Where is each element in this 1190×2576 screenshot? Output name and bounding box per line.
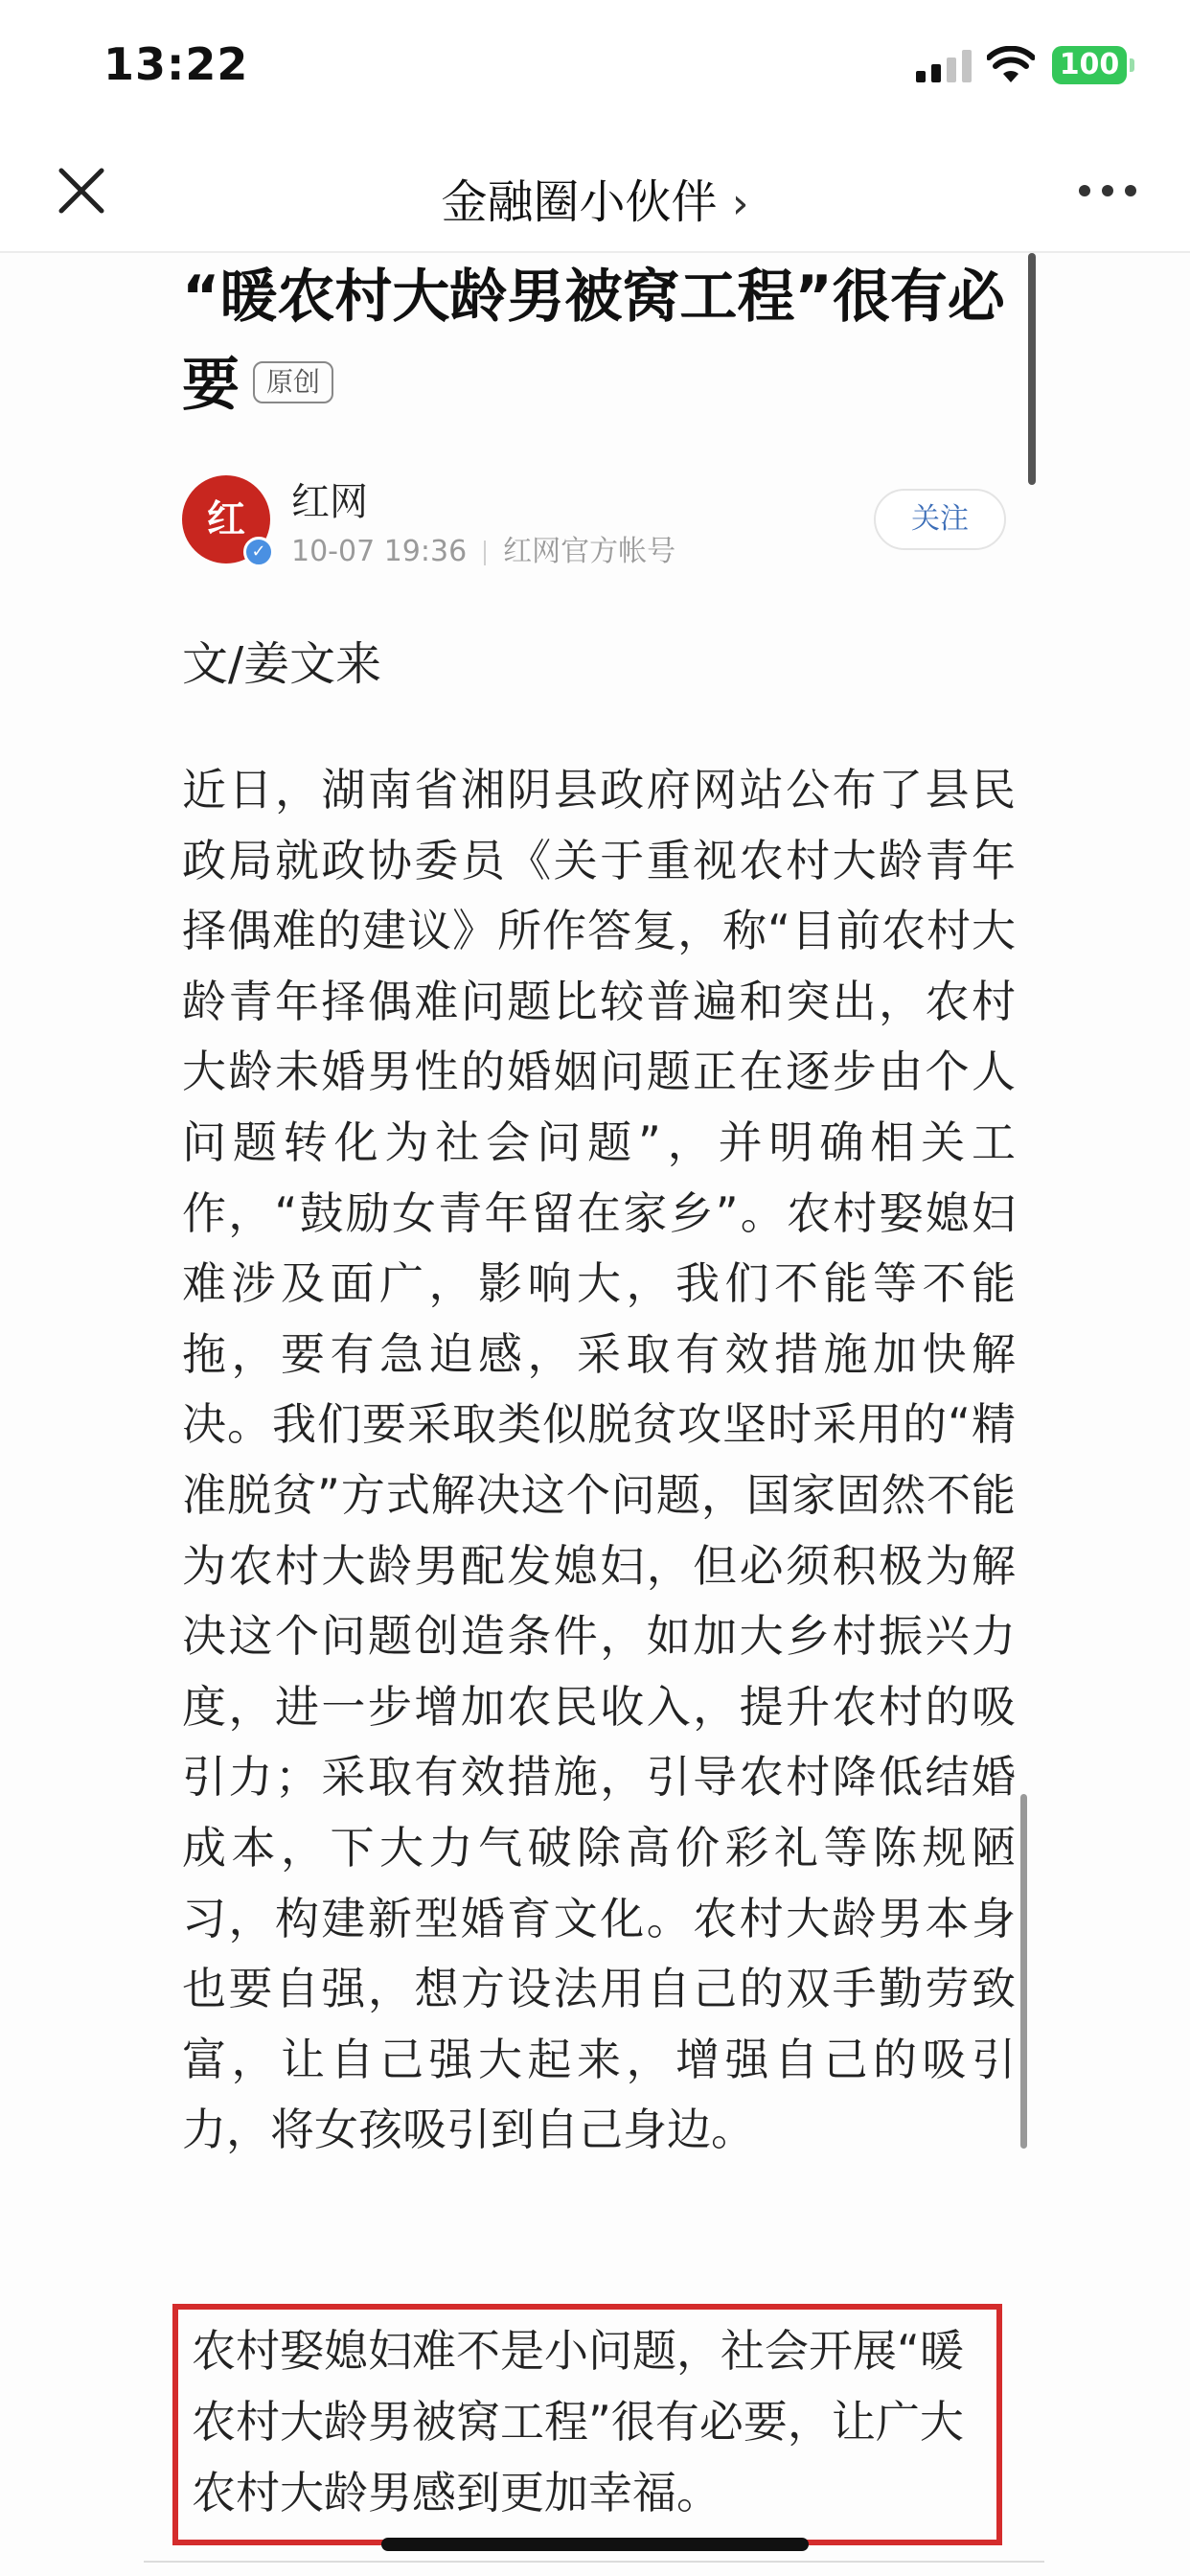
scrollbar (1020, 1794, 1027, 2149)
highlight-text: 农村娶媳妇难不是小问题，社会开展“暖农村大龄男被窝工程”很有必要，让广大农村大龄男感到更加幸福。 (192, 2325, 964, 2518)
follow-button[interactable]: 关注 (874, 489, 1006, 550)
original-badge: 原创 (253, 361, 333, 403)
chevron-right-icon: › (731, 179, 749, 228)
signal-icon (916, 50, 973, 82)
scrollbar (1028, 253, 1036, 485)
home-indicator[interactable] (381, 2538, 809, 2551)
avatar: 红 (182, 475, 270, 564)
byline: 文/姜文来 (182, 637, 382, 691)
wifi-icon (987, 46, 1035, 84)
battery-indicator: 100 (1052, 46, 1127, 84)
article-body: 近日，湖南省湘阴县政府网站公布了县民政局就政协委员《关于重视农村大龄青年择偶难的建议》所作答复，称“目前农村大龄青年择偶难问题比较普遍和突出，农村大龄未婚男性的婚姻问题正在逐步由个人问题转化为社会问题”，并明确相关工作，“鼓励女青年留在家乡”。农村娶媳妇难涉及面广，影响大，我们不能等不能拖，要有急迫感，采取有效措施加快解决。我们要采取类似脱贫攻坚时采用的“精准脱贫”方式解决这个问题，国家固然不能为农村大龄男配发媳妇，但必须积极为解决这个问题创造条件，如加大乡村振兴力度，进一步增加农民收入，提升农村的吸引力；采取有效措施，引导农村降低结婚成本，下大力气破除高价彩礼等陈规陋习，构建新型婚育文化。农村大龄男本身也要自强，想方设法用自己的双手勤劳致富，让自己强大起来，增强自己的吸引力，将女孩吸引到自己身边。 (182, 764, 1016, 2156)
author-meta (291, 527, 675, 569)
verified-icon: ✓ (243, 537, 274, 567)
divider (144, 2561, 1044, 2563)
publish-date: 10-07 19:36 (291, 535, 468, 568)
divider (484, 540, 486, 565)
nav-bar (0, 128, 1190, 253)
author-row (182, 472, 1016, 577)
more-icon[interactable] (1077, 176, 1138, 205)
status-time: 13:22 (103, 38, 249, 90)
article-title-text: “暖农村大龄男被窝工程”很有必要 (182, 264, 1005, 419)
account-type: 红网官方帐号 (503, 535, 676, 568)
nav-title[interactable] (0, 165, 1190, 231)
nav-title-text: 金融圈小伙伴 (441, 175, 718, 229)
status-bar (0, 0, 1190, 128)
article-title (182, 253, 1016, 429)
highlight-box (172, 2304, 1002, 2545)
author-name: 红网 (291, 480, 368, 524)
article-screenshot (0, 253, 1190, 2576)
